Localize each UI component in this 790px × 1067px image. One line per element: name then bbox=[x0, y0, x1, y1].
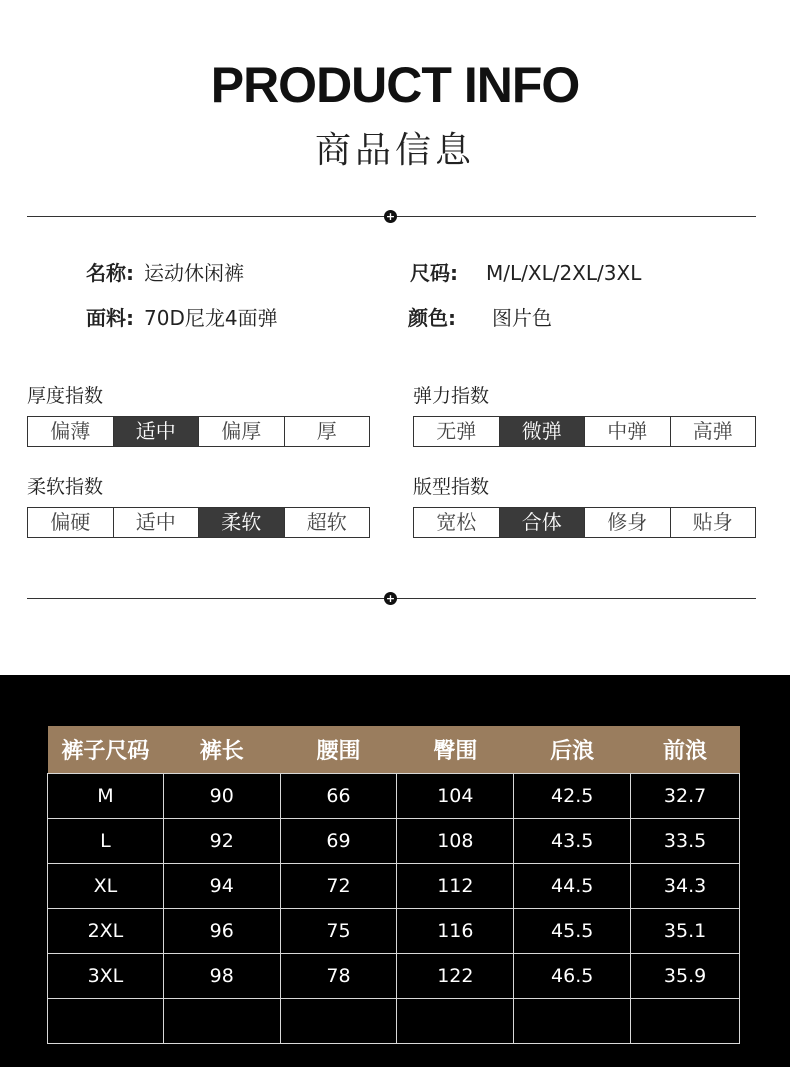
table-cell: 116 bbox=[397, 908, 514, 953]
table-cell: 112 bbox=[397, 863, 514, 908]
elasticity-index-label: 弹力指数 bbox=[413, 385, 490, 407]
spec-size-value: M/L/XL/2XL/3XL bbox=[486, 261, 642, 285]
thickness-option: 偏厚 bbox=[199, 417, 285, 446]
softness-option: 超软 bbox=[306, 510, 347, 534]
table-row bbox=[48, 818, 740, 863]
table-cell bbox=[514, 998, 631, 1043]
table-cell bbox=[48, 998, 164, 1043]
table-cell bbox=[631, 998, 740, 1043]
table-cell: 33.5 bbox=[631, 818, 740, 863]
table-cell bbox=[163, 998, 280, 1043]
spec-name-key: 名称: bbox=[86, 261, 134, 285]
spec-name bbox=[86, 257, 244, 286]
table-cell: 44.5 bbox=[514, 863, 631, 908]
column-header: 后浪 bbox=[514, 726, 631, 773]
softness-option: 适中 bbox=[114, 508, 200, 537]
table-row bbox=[48, 908, 740, 953]
table-cell: 96 bbox=[163, 908, 280, 953]
size-table-header-row bbox=[48, 726, 740, 773]
thickness-scale bbox=[27, 416, 370, 447]
spec-color-value: 图片色 bbox=[492, 306, 552, 330]
table-cell: M bbox=[48, 773, 164, 818]
plus-icon: + bbox=[385, 592, 396, 605]
table-cell: 75 bbox=[280, 908, 397, 953]
section-divider bbox=[27, 592, 756, 605]
table-row bbox=[48, 953, 740, 998]
thickness-index-label: 厚度指数 bbox=[27, 385, 104, 407]
softness-index-label: 柔软指数 bbox=[27, 476, 104, 498]
table-cell: 92 bbox=[163, 818, 280, 863]
softness-option: 偏硬 bbox=[28, 508, 114, 537]
table-cell: L bbox=[48, 818, 164, 863]
elasticity-option: 中弹 bbox=[585, 417, 671, 446]
fit-option: 修身 bbox=[585, 508, 671, 537]
plus-icon: + bbox=[385, 210, 396, 223]
spec-color bbox=[408, 302, 552, 331]
elasticity-scale bbox=[413, 416, 756, 447]
section-divider bbox=[27, 210, 756, 223]
softness-scale bbox=[27, 507, 370, 538]
table-cell: 108 bbox=[397, 818, 514, 863]
spec-size-key: 尺码: bbox=[410, 261, 458, 285]
table-cell: 43.5 bbox=[514, 818, 631, 863]
column-header: 前浪 bbox=[631, 726, 740, 773]
spec-fabric bbox=[86, 302, 278, 331]
spec-size bbox=[410, 257, 641, 286]
spec-color-key: 颜色: bbox=[408, 306, 456, 330]
thickness-option: 偏薄 bbox=[28, 417, 114, 446]
table-cell: 78 bbox=[280, 953, 397, 998]
table-cell: 104 bbox=[397, 773, 514, 818]
fit-index-label: 版型指数 bbox=[413, 476, 490, 498]
fit-option-selected: 合体 bbox=[500, 508, 586, 537]
table-row-empty bbox=[48, 998, 740, 1043]
table-cell: 34.3 bbox=[631, 863, 740, 908]
column-header: 裤长 bbox=[163, 726, 280, 773]
table-cell: 3XL bbox=[48, 953, 164, 998]
column-header: 裤子尺码 bbox=[48, 726, 164, 773]
table-cell: XL bbox=[48, 863, 164, 908]
table-cell: 35.1 bbox=[631, 908, 740, 953]
table-row bbox=[48, 863, 740, 908]
table-cell: 35.9 bbox=[631, 953, 740, 998]
fit-scale bbox=[413, 507, 756, 538]
table-cell: 45.5 bbox=[514, 908, 631, 953]
table-cell bbox=[397, 998, 514, 1043]
table-cell: 94 bbox=[163, 863, 280, 908]
page-title-en: PRODUCT INFO bbox=[210, 57, 580, 113]
softness-option-selected: 柔软 bbox=[199, 508, 285, 537]
elasticity-option-selected: 微弹 bbox=[500, 417, 586, 446]
table-cell: 72 bbox=[280, 863, 397, 908]
table-cell: 66 bbox=[280, 773, 397, 818]
page-title-zh: 商品信息 bbox=[314, 130, 475, 171]
table-cell: 2XL bbox=[48, 908, 164, 953]
column-header: 腰围 bbox=[280, 726, 397, 773]
column-header: 臀围 bbox=[397, 726, 514, 773]
spec-fabric-value: 70D尼龙4面弹 bbox=[144, 306, 278, 330]
table-cell: 46.5 bbox=[514, 953, 631, 998]
table-cell: 122 bbox=[397, 953, 514, 998]
fit-option: 贴身 bbox=[692, 510, 733, 534]
fit-option: 宽松 bbox=[414, 508, 500, 537]
spec-name-value: 运动休闲裤 bbox=[144, 261, 244, 285]
table-cell: 90 bbox=[163, 773, 280, 818]
elasticity-option: 无弹 bbox=[414, 417, 500, 446]
table-row bbox=[48, 773, 740, 818]
spec-fabric-key: 面料: bbox=[86, 306, 134, 330]
thickness-option: 厚 bbox=[316, 419, 337, 443]
elasticity-option: 高弹 bbox=[692, 419, 733, 443]
table-cell: 32.7 bbox=[631, 773, 740, 818]
table-cell bbox=[280, 998, 397, 1043]
thickness-option-selected: 适中 bbox=[114, 417, 200, 446]
size-table bbox=[47, 726, 740, 1044]
table-cell: 98 bbox=[163, 953, 280, 998]
table-cell: 42.5 bbox=[514, 773, 631, 818]
table-cell: 69 bbox=[280, 818, 397, 863]
